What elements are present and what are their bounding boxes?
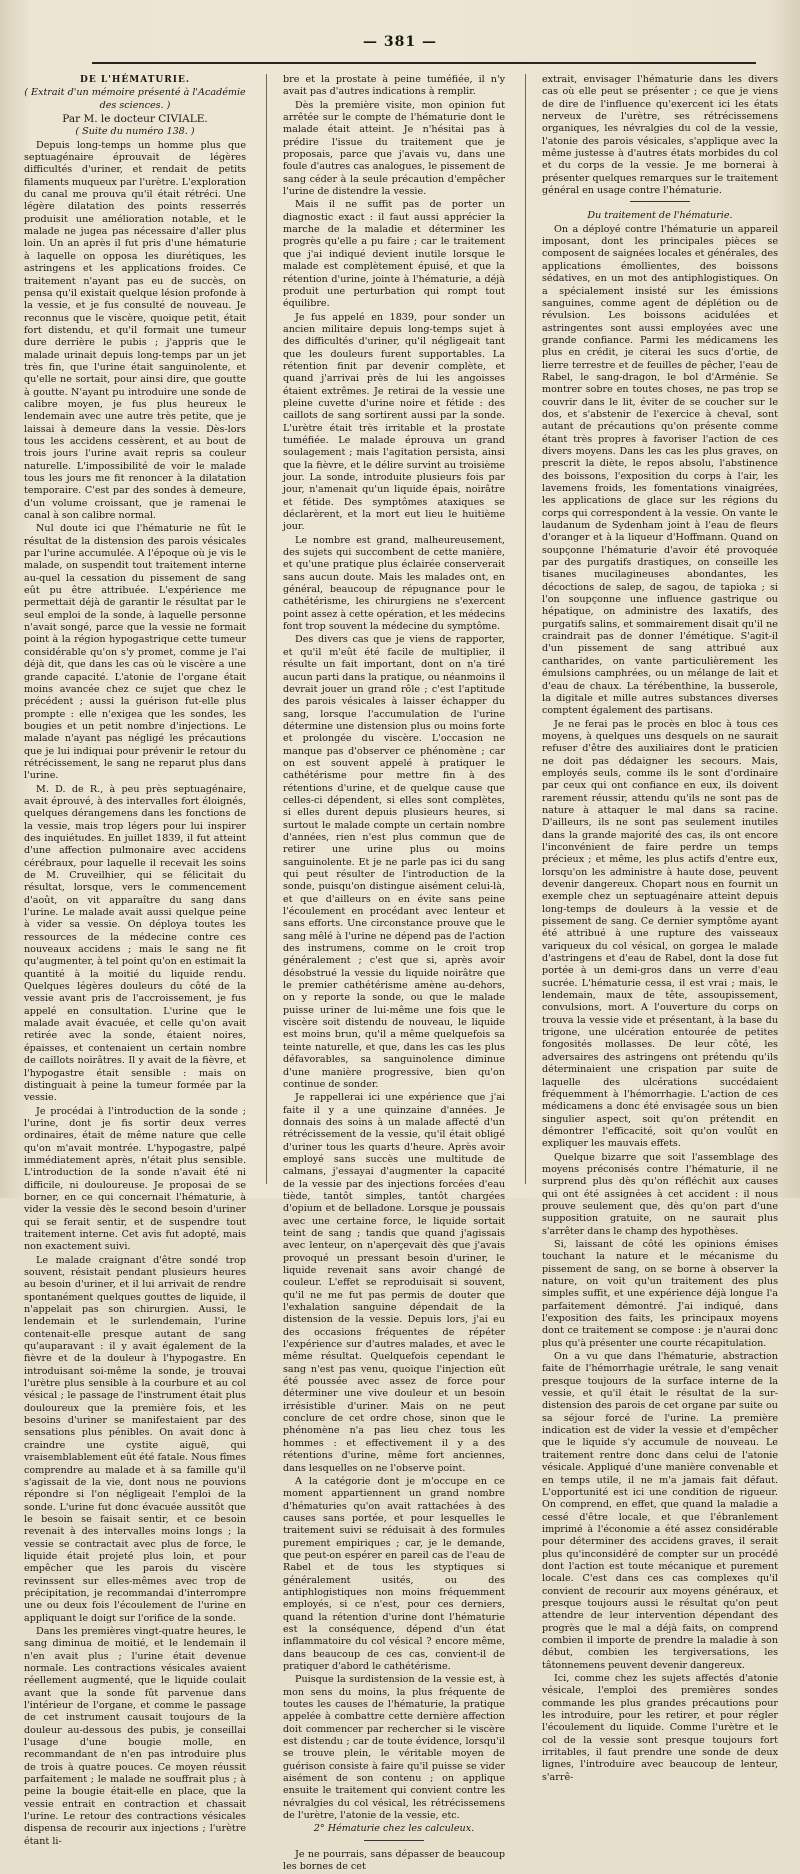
column-2: [283, 74, 505, 1873]
paragraph: Je fus appelé en 1839, pour sonder un ancien militaire depuis long-temps sujet à des difficultés d'uriner, qu'il négligeait tant que les douleurs furent supportables. La rétention finit par devenir complète, et quand j'arrivai près de lui les angoisses étaient extrêmes. Je retirai de la vessie une pleine cuvette d'urine noire et fétide : des caillots de sang sortirent aussi par la sonde. L'urètre était très irritable et la prostate tuméfiée. Le malade éprouva un grand soulagement ; mais l'agitation persista, ainsi que la fièvre, et le délire survint au troisième jour. La sonde, introduite plusieurs fois par jour, n'amenait qu'un liquide épais, noirâtre et fétide. Des symptômes ataxiques se déclarèrent, et la mort eut lieu le huitième jour.: [283, 311, 505, 533]
paragraph: Je procédai à l'introduction de la sonde ; l'urine, dont je fis sortir deux verres ordinaires, était de même nature que celle qu'on m'avait montrée. L'hypogastre, palpé immédiatement après, n'était plus sensible. L'introduction de la sonde n'avait été ni difficile, ni douloureuse. Je proposai de se borner, en ce qui concernait l'hématurie, à vider la vessie dès le second besoin d'uriner qui se ferait sentir, et de suspendre tout traitement interne. Cet avis fut adopté, mais non exactement suivi.: [24, 1105, 246, 1253]
article-author: Par M. le docteur CIVIALE.: [62, 113, 208, 126]
section-rule: [364, 1840, 424, 1841]
paragraph: Depuis long-temps un homme plus que septuagénaire éprouvait de légères difficultés d'uriner, et rendait de petits filaments muqueux par l'urètre. L'exploration du canal me prouva qu'il était rétréci. Une légère dilatation des points resserrés produisit une amélioration notable, et le malade ne jugea pas nécessaire d'aller plus loin. Un an après il fut pris d'une hématurie à laquelle on opposa les diurétiques, les astringens et les applications froides. Ce traitement n'ayant pas eu de succès, on pensa qu'il existait quelque lésion profonde à la vessie, et je fus consulté de nouveau. Je reconnus que le viscère, quoique petit, était fort distendu, et qu'il formait une tumeur dure derrière le pubis ; j'appris que le malade urinait depuis long-temps par un jet très fin, que l'urine était sanguinolente, et qu'elle ne sortait, pour ainsi dire, que goutte à goutte. N'ayant pu introduire une sonde de calibre moyen, je fus plus heureux le lendemain avec une autre très petite, que je laissai à demeure dans la vessie. Dès-lors tous les accidens cessèrent, et au bout de trois jours l'urine avait repris sa couleur naturelle. L'impossibilité de voir le malade tous les jours me fit renoncer à la dilatation temporaire. C'est par des sondes à demeure, d'un volume croissant, que je ramenai le canal à son calibre normal.: [24, 139, 247, 522]
top-rule: [92, 62, 756, 64]
paragraph: Si, laissant de côté les opinions émises touchant la nature et le mécanisme du pissement de sang, on se borne à observer la nature, on voit qu'un traitement des plus simples suffit, et une expérience déjà longue l'a parfaitement démontré. J'ai indiqué, dans l'exposition des faits, les principaux moyens dont ce traitement se compose : je n'aurai donc plus qu'à présenter une courte récapitulation.: [542, 1238, 778, 1349]
section-heading: 2° Hématurie chez les calculeux.: [313, 1823, 475, 1835]
section-heading: Du traitement de l'hématurie.: [587, 210, 733, 222]
paragraph: Des divers cas que je viens de rapporter, et qu'il m'eût été facile de multiplier, il résulte un fait important, dont on n'a tiré aucun parti dans la pratique, ou néanmoins il devrait jouer un grand rôle ; c'est l'aptitude des parois vésicales à laisser échapper du sang, lorsque l'accumulation de l'urine détermine une distension plus ou moins forte et prolongée du viscère. L'occasion ne manque pas d'observer ce phénomène ; car on est souvent appelé à pratiquer le cathétérisme pour mettre fin à des rétentions d'urine, et de quelque cause que celles-ci dépendent, si elles sont complètes, si elles durent depuis plusieurs heures, si surtout le malade compte un certain nombre d'années, rien n'est plus commun que de retirer une urine plus ou moins sanguinolente. Et je ne parle pas ici du sang qui peut résulter de l'introduction de la sonde, puisqu'on distingue aisément celui-là, et que d'ailleurs on en évite sans peine l'écoulement en procédant avec lenteur et sans efforts. Une circonstance prouve que le sang mêlé à l'urine ne dépend pas de l'action des instrumens, comme on le croit trop généralement ; c'est que si, après avoir désobstrué la vessie du liquide noirâtre que le premier cathétérisme amène au-dehors, on y reporte la sonde, ou que le malade puisse uriner de lui-même une fois que le viscère soit distendu de nouveau, le liquide est moins brun, qu'il a même quelquefois sa teinte naturelle, et que, dans les cas les plus défavorables, sa sanguinolence diminue d'une manière progressive, bien qu'on continue de sonder.: [283, 634, 505, 1090]
column-divider: [525, 74, 526, 1184]
paragraph: Le nombre est grand, malheureusement, des sujets qui succombent de cette manière, et qu'une pratique plus éclairée conserverait sans aucun doute. Mais les malades ont, en général, beaucoup de répugnance pour le cathétérisme, les chirurgiens ne s'exercent point assez à cette opération, et les médecins font trop souvent la médecine du symptôme.: [283, 534, 505, 633]
section-rule: [630, 201, 690, 202]
paragraph: Quelque bizarre que soit l'assemblage des moyens préconisés contre l'hématurie, il ne surprend plus dès qu'on réfléchit aux causes qui ont été assignées à cet accident : il nous prouve seulement que, dès qu'on part d'une supposition gratuite, on ne saurait plus s'arrêter dans le champ des hypothèses.: [542, 1151, 778, 1237]
column-3: [542, 74, 778, 1783]
page-number: — 381 —: [363, 34, 437, 50]
paragraph: Puisque la surdistension de la vessie est, à mon sens du moins, la plus fréquente de toutes les causes de l'hématurie, la pratique appelée à combattre cette dernière affection doit commencer par rechercher si le viscère est distendu ; car de toute évidence, lorsqu'il se trouve plein, le véritable moyen de guérison consiste à faire qu'il puisse se vider aisément de son contenu ; on applique ensuite le traitement qui convient contre les névralgies du col vésical, les rétrécissemens de l'urètre, l'atonie de la vessie, etc.: [283, 1674, 505, 1822]
paragraph: On a vu que dans l'hématurie, abstraction faite de l'hémorrhagie urétrale, le sang venait presque toujours de la surface interne de la vessie, et qu'il était le résultat de la sur-distension des parois de cet organe par suite ou sa séjour forcé de l'urine. La première indication est de vider la vessie et d'empêcher que le liquide s'y accumule de nouveau. Le traitement rentre donc dans celui de l'atonie vésicale. Appliqué d'une manière convenable et en temps utile, il ne m'a jamais fait défaut. L'opportunité est ici une condition de rigueur. On comprend, en effet, que quand la maladie a cessé d'être locale, et que l'ébranlement imprimé à l'économie a été assez considérable pour déterminer des accidens graves, il serait plus qu'inconsidéré de compter sur un procédé dont l'action est toute mécanique et purement locale. C'est dans ces cas complexes qu'il convient de recourir aux moyens généraux, et presque toujours aussi le résultat qu'on peut attendre de leur intervention dépendant des progrès que le mal a déjà faits, on comprend combien il importe de prendre la maladie à son début, combien les tergiversations, les tâtonnemens peuvent devenir dangereux.: [542, 1351, 778, 1671]
paragraph: Dans les premières vingt-quatre heures, le sang diminua de moitié, et le lendemain il n'en avait plus ; l'urine était devenue normale. Les contractions vésicales avaient réellement augmenté, que le liquide coulait avant que la sonde fût parvenue dans l'intérieur de l'organe, et comme le passage de cet instrument causait toujours de la douleur au-dessous des pubis, je conseillai l'usage d'une bougie molle, en recommandant de n'en pas introduire plus de trois à quatre pouces. Ce moyen réussit parfaitement ; le malade ne souffrait plus ; à peine la bougie était-elle en place, que la vessie entrait en contraction et chassait l'urine. Le retour des contractions vésicales dispensa de recourir aux injections ; l'urètre étant li-: [24, 1625, 246, 1847]
article-source: ( Extrait d'un mémoire présenté à l'Académie des sciences. ): [24, 87, 246, 111]
paragraph: Je rappellerai ici une expérience que j'ai faite il y a une quinzaine d'années. Je donnais des soins à un malade affecté d'un rétrécissement de la vessie, qu'il était obligé d'uriner tous les quarts d'heure. Après avoir employé sans succès une multitude de calmans, j'essayai d'augmenter la capacité de la vessie par des injections forcées d'eau tiède, tantôt simples, tantôt chargées d'opium et de belladone. Lorsque je poussais avec une certaine force, le liquide sortait teint de sang ; tandis que quand j'agissais avec lenteur, on n'aperçevait dès que j'avais provoqué un pressant besoin d'uriner, le liquide revenait sans avoir changé de couleur. L'effet se reproduisait si souvent, qu'il ne me fut pas permis de douter que l'exhalation sanguine dépendait de la distension de la vessie. Depuis lors, j'ai eu des occasions fréquentes de répéter l'expérience sur d'autres malades, et avec le même résultat. Quelquefois cependant le sang n'est pas venu, quoique l'injection eût été poussée avec assez de force pour déterminer une vive douleur et un besoin irrésistible d'uriner. Mais on ne peut conclure de cet ordre chose, sinon que le phénomène n'a pas lieu chez tous les hommes : et effectivement il y a des rétentions d'urine, même fort anciennes, dans lesquelles on ne l'observe point.: [283, 1092, 505, 1474]
column-1: [24, 74, 247, 1847]
paragraph: Ici, comme chez les sujets affectés d'atonie vésicale, l'emploi des premières sondes commande les plus grandes précautions pour les introduire, pour les retirer, et pour régler l'écoulement du liquide. Comme l'urètre et le col de la vessie sont presque toujours fort irritables, il faut prendre une sonde de deux lignes, l'introduire avec beaucoup de lenteur, s'arrê-: [542, 1673, 778, 1783]
paragraph: Je ne pourrais, sans dépasser de beaucoup les bornes de cet: [283, 1848, 505, 1873]
paragraph: bre et la prostate à peine tuméfiée, il n'y avait pas d'autres indications à remplir.: [283, 74, 505, 98]
paragraph: A la catégorie dont je m'occupe en ce moment appartiennent un grand nombre d'hématuries qu'on avait rattachées à des causes sans portée, et pour lesquelles le traitement suivi se réduisait à des formules purement empiriques ; car, je le demande, que peut-on espérer en pareil cas de l'eau de Rabel et de tous les styptiques si généralement usités, ou des antiphlogistiques non moins fréquemment employés, si ce n'est, pour ces derniers, quand la rétention d'urine dont l'hématurie est la conséquence, dépend d'un état inflammatoire du col vésical ? encore même, dans beaucoup de ces cas, convient-il de pratiquer d'abord le cathétérisme.: [283, 1475, 505, 1672]
paragraph: Dès la première visite, mon opinion fut arrêtée sur le compte de l'hématurie dont le malade était atteint. Je n'hésitai pas à prédire l'issue du traitement que je proposais, parce que j'avais vu, dans une foule d'autres cas analogues, le pissement de sang céder à la seule précaution d'empêcher l'urine de distendre la vessie.: [283, 99, 505, 198]
paragraph: Nul doute ici que l'hématurie ne fût le résultat de la distension des parois vésicales par l'urine accumulée. A l'époque où je vis le malade, on suspendit tout traitement interne au-quel la cessation du pissement de sang eût pu être attribuée. L'expérience me permettait déjà de garantir le résultat par le seul emploi de la sonde, à laquelle personne n'avait songé, parce que la vessie ne formait point à la région hypogastrique cette tumeur considérable qu'on s'y promet, comme je l'ai déjà dit, que dans les cas où le viscère a une grande capacité. L'atonie de l'organe était moins avancée chez ce sujet que chez le précédent ; aussi la guérison fut-elle plus prompte : elle n'exigea que les sondes, les bougies et un petit nombre d'injections. Le malade n'ayant pas négligé les précautions que je lui indiquai pour prévenir le retour du rétrécissement, le sang ne reparut plus dans l'urine.: [24, 523, 246, 782]
column-divider: [266, 74, 267, 1184]
paragraph: On a déployé contre l'hématurie un appareil imposant, dont les principales pièces se composent de saignées locales et générales, des applications émollientes, des boissons sédatives, en un mot des antiphlogistiques. On a spécialement insisté sur les émissions sanguines, comme agent de déplétion ou de révulsion. Les boissons acidulées et astringentes sont aussi employées avec une grande confiance. Parmi les médicamens les plus en crédit, je citerai les sucs d'ortie, de lierre terrestre et de feuilles de pêcher, l'eau de Rabel, le sang-dragon, le bol d'Arménie. Se montrer sobre en toutes choses, ne pas trop se couvrir dans le lit, éviter de se coucher sur le dos, et s'abstenir de l'exercice à cheval, sont autant de précautions qu'on présente comme étant très propres à favoriser l'action de ces divers moyens. Dans les cas les plus graves, on prescrit la diète, le repos absolu, l'abstinence des boissons, l'exposition du corps à l'air, les lavemens froids, les fomentations vinaigrées, les applications de glace sur les régions du corps qui correspondent à la vessie. On vante le laudanum de Sydenham joint à l'eau de fleurs d'oranger et à la liqueur d'Hoffmann. Quand on soupçonne l'hématurie d'avoir été provoquée par des purgatifs drastiques, on conseille les tisanes mucilagineuses abondantes, les décoctions de salep, de sagou, de tapioka ; si l'on soupçonne une influence gastrique ou hépatique, on administre des laxatifs, des purgatifs salins, et sommairement disait qu'il ne craindrait pas de donner l'émétique. S'agit-il d'un pissement de sang attribué aux cantharides, on vante particulièrement les émulsions camphrées, ou un mélange de lait et d'eau de chaux. La térébenthine, la busserole, la digitale et mille autres substances diverses comptent également des partisans.: [542, 223, 778, 717]
paragraph: Mais il ne suffit pas de porter un diagnostic exact : il faut aussi apprécier la marche de la maladie et déterminer les progrès qu'elle a pu faire ; car le traitement que j'ai indiqué devient inutile lorsque le malade est complètement épuisé, et que la rétention d'urine, jointe à l'hématurie, a déjà produit une perturbation qui rompt tout équilibre.: [283, 199, 505, 310]
paragraph: M. D. de R., à peu près septuagénaire, avait éprouvé, à des intervalles fort éloignés, quelques dérangemens dans les fonctions de la vessie, mais trop légers pour lui inspirer des inquiétudes. En juillet 1839, il fut atteint d'une affection pulmonaire avec accidens cérébraux, pour laquelle il recevait les soins de M. Cruveilhier, qui se félicitait du résultat, lorsque, vers le commencement d'août, on vit apparaître du sang dans l'urine. Le malade avait aussi quelque peine à vider sa vessie. On déploya toutes les ressources de la médecine contre ces nouveaux accidens ; mais le sang ne fit qu'augmenter, à tel point qu'on en estimait la quantité à la moitié du liquide rendu. Quelques légères douleurs du côté de la vessie avant pris de l'accroissement, je fus appelé en consultation. L'urine que le malade avait évacuée, et celle qu'on avait retirée avec la sonde, étaient noires, épaisses, et contenaient un certain nombre de caillots noirâtres. Il y avait de la fièvre, et l'hypogastre était sensible : mais on distinguait à peine la tumeur formée par la vessie.: [24, 783, 246, 1104]
paragraph: Je ne ferai pas le procès en bloc à tous ces moyens, à quelques uns desquels on ne saurait refuser d'être des auxiliaires dont le praticien ne doit pas dédaigner les secours. Mais, employés seuls, comme ils le sont d'ordinaire par ceux qui ont confiance en eux, ils doivent rarement réussir, attendu qu'ils ne sont pas de nature à attaquer le mal dans sa racine. D'ailleurs, ils ne sont pas seulement inutiles dans la grande majorité des cas, ils ont encore l'inconvénient de faire perdre un temps précieux ; et même, les plus actifs d'entre eux, lorsqu'on les administre à haute dose, peuvent devenir dangereux. Chopart nous en fournit un exemple chez un septuagénaire atteint depuis long-temps de douleurs à la vessie et de pissement de sang. Ce dernier symptôme ayant été attribué à une rupture des vaisseaux variqueux du col vésical, on gorgea le malade d'astringens et d'eau de Rabel, dont la dose fut portée à un demi-gros dans un verre d'eau sucrée. L'hématurie cessa, il est vrai ; mais, le lendemain, maux de tête, assoupissement, convulsions, mort. A l'ouverture du corps on trouva la vessie vide et présentant, à la base du trigone, une ulcération entourée de petites fongosités mollasses. De leur côté, les adversaires des astringens ont prétendu qu'ils déterminaient une crispation par suite de laquelle des ulcérations succédaient fréquemment à l'hémorrhagie. L'action de ces médicamens a donc été envisagée sous un bien singulier aspect, soit qu'on prétendit en démontrer l'efficacité, soit qu'on voulût en expliquer les mauvais effets.: [542, 718, 778, 1150]
paragraph: Le malade craignant d'être sondé trop souvent, résistait pendant plusieurs heures au besoin d'uriner, et il lui arrivait de rendre spontanément quelques gouttes de liquide, il n'appelait pas son chirurgien. Aussi, le lendemain et le surlendemain, l'urine contenait-elle presque autant de sang qu'auparavant : il y avait également de la fièvre et de la douleur à l'hypogastre. En introduisant soi-même la sonde, je trouvai l'urètre plus sensible à la courbure et au col vésical ; le passage de l'instrument était plus douloureux que la première fois, et les besoins d'uriner se manifestaient par des sensations plus pénibles. On avait donc à craindre une cystite aiguë, qui vraisemblablement eût été fatale. Nous fîmes comprendre au malade et à sa famille qu'il s'agissait de la vie, dont nous ne pouvions répondre si l'on négligeait l'emploi de la sonde. L'urine fut donc évacuée aussitôt que le besoin se faisait sentir, et ce besoin revenait à des intervalles moins longs ; la vessie se contractait avec plus de force, le liquide était projeté plus loin, et pour empêcher que les parois du viscère revinssent sur elles-mêmes avec trop de précipitation, je recommandai d'interrompre une ou deux fois l'écoulement de l'urine en appliquant le doigt sur l'orifice de la sonde.: [24, 1254, 246, 1624]
paragraph: extrait, envisager l'hématurie dans les divers cas où elle peut se présenter ; ce que je viens de dire de l'influence qu'exercent ici les états nerveux de l'urètre, ses rétrécissemens organiques, les névralgies du col de la vessie, l'atonie des parois vésicales, s'applique avec la même justesse à d'autres états morbides du col et du corps de la vessie. Je me bornerai à présenter quelques remarques sur le traitement général en usage contre l'hématurie.: [542, 74, 778, 197]
continuation-note: ( Suite du numéro 138. ): [75, 126, 195, 138]
article-heading: DE L'HÉMATURIE.: [80, 75, 190, 85]
